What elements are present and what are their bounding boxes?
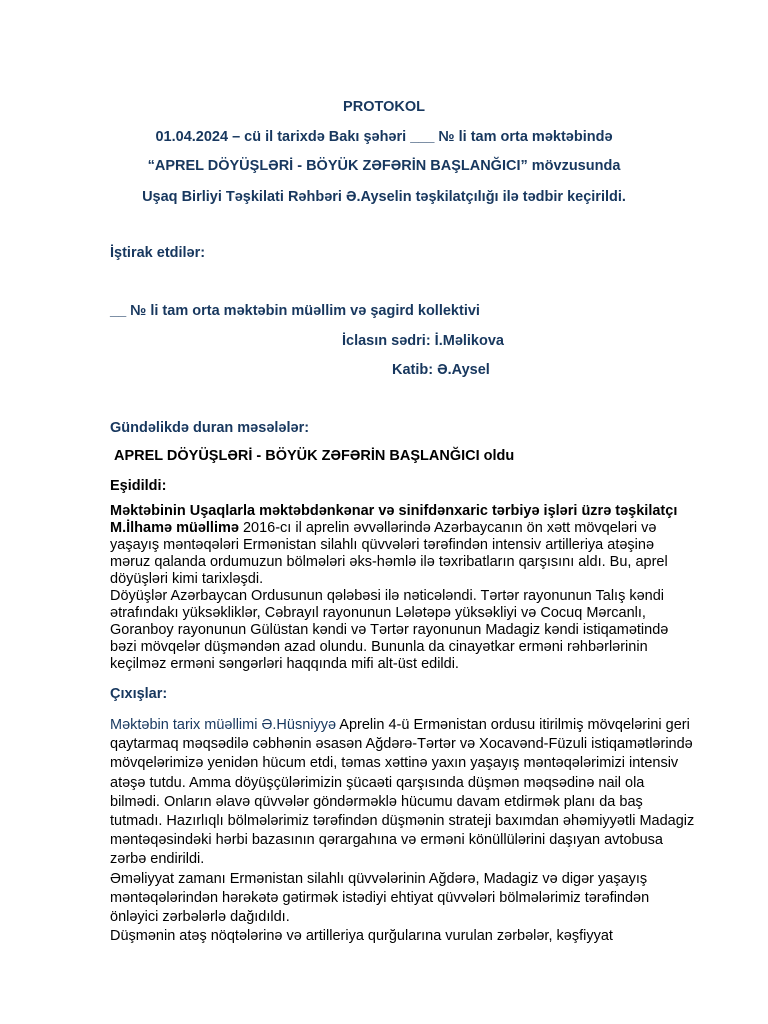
agenda-item: APREL DÖYÜŞLƏRİ - BÖYÜK ZƏFƏRİN BAŞLANĞICI oldu — [114, 448, 515, 464]
header-date-line: 01.04.2024 – cü il tarixdə Bakı şəhəri ___ № li tam orta məktəbində — [155, 129, 613, 145]
heard-text-1: 2016-cı il aprelin əvvəllərində Azərbaycanın ön xətt mövqeləri və yaşayış məntəqələri Ermənistan silahlı qüvvələri tərəfindən intensiv artilleriya atəşinə məruz qalanda ordumuzun bölmələri əks-həmlə ilə təxribatların qarşısını aldı. Bu, aprel döyüşləri kimi tarixləşdi. — [110, 520, 668, 587]
topic-suffix: mövzusunda — [527, 158, 621, 174]
meeting-chair: İclasın sədri: İ.Məlikova — [342, 333, 504, 349]
document-title: PROTOKOL — [343, 99, 425, 115]
heard-speaker: Məktəbinin Uşaqlarla məktəbdənkənar və sinifdənxaric tərbiyə işləri üzrə təşkilatçı M.İlhamə müəllimə — [110, 503, 678, 536]
header-topic-line — [0, 158, 768, 174]
meeting-secretary: Katib: Ə.Aysel — [392, 362, 490, 378]
speech-text-2: Əməliyyat zamanı Ermənistan silahlı qüvvələrinin Ağdərə, Madagiz və digər yaşayış məntəqələrindən hərəkətə gətirmək istədiyi ehtiyat qüvvələri bölmələrimiz tərəfindən önləyici zərbələrlə dağıdıldı. — [110, 870, 650, 926]
agenda-heading: Gündəlikdə duran məsələlər: — [110, 420, 310, 436]
speech-text-3: Düşmənin atəş nöqtələrinə və artilleriya qurğularına vurulan zərbələr, kəşfiyyat — [110, 928, 613, 945]
topic-title: “APREL DÖYÜŞLƏRİ - BÖYÜK ZƏFƏRİN BAŞLANĞICI” — [147, 158, 528, 174]
header-organizer-line: Uşaq Birliyi Təşkilati Rəhbəri Ə.Ayselin təşkilatçılığı ilə tədbir keçirildi. — [142, 189, 626, 205]
speeches-heading: Çıxışlar: — [110, 686, 168, 702]
heard-paragraph — [110, 503, 690, 673]
heard-text-2: Döyüşlər Azərbaycan Ordusunun qələbəsi ilə nəticələndi. Tərtər rayonunun Talış kəndi ətrafındakı yüksəkliklər, Cəbrayıl rayonunun Lələtəpə yüksəkliyi və Cocuq Mərcanlı, Goranboy rayonunun Gülüstan kəndi və Tərtər rayonunun Madagiz kəndi istiqamətində bəzi mövqelər düşməndən azad olundu. Bununla da cinayətkar erməni rəhbərlərinin keçilməz erməni səngərləri haqqında mifi alt-üst edildi. — [110, 588, 669, 672]
participants-collective: __ № li tam orta məktəbin müəllim və şagird kollektivi — [110, 303, 480, 319]
speech-speaker: Məktəbin tarix müəllimi Ə.Hüsniyyə — [110, 717, 337, 733]
speeches-paragraph — [110, 716, 695, 946]
speech-text-1: Aprelin 4-ü Ermənistan ordusu itirilmiş mövqelərini geri qaytarmaq məqsədilə cəbhənin əsasən Ağdərə-Tərtər və Xocavənd-Füzuli istiqamətlərində mövqelərimizə yenidən hücum etdi, təmas xəttinə yaxın yaşayış məntəqələrimizi intensiv atəşə tutdu. Amma döyüşçülərimizin şücaəti qarşısında düşmən məqsədinə nail ola bilmədi. Onların əlavə qüvvələr göndərməklə hücumu davam etdirmək planı da baş tutmadı. Hazırlıqlı bölmələrimiz tərəfindən düşmənin strateji baxımdan əhəmiyyətli Madagiz məntəqəsindəki hərbi bazasının qərargahına və erməni könüllülərini daşıyan avtobusa zərbə endirildi. — [110, 717, 695, 868]
heard-heading: Eşidildi: — [110, 478, 167, 494]
participants-heading: İştirak etdilər: — [110, 245, 206, 261]
